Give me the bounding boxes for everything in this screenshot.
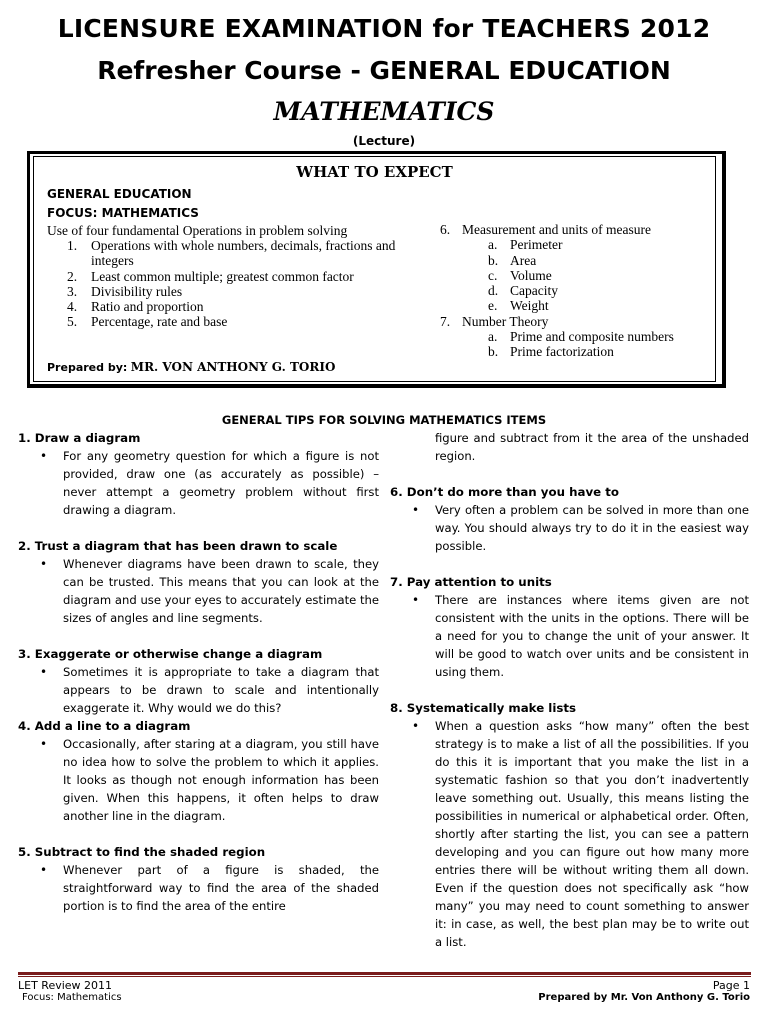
- prepared-by-label: Prepared by:: [47, 361, 128, 374]
- tips-title: GENERAL TIPS FOR SOLVING MATHEMATICS ITEMS: [221, 413, 547, 427]
- tip-bullet: • When a question asks “how many” often the best strategy is to make a list of all the possibilities. If you do this it is important that you make the list in a systematic fashion so that you don’t inadvertently leave something out. Usually, this means listing the possibilities in numerical or alphabetical order. Often, shortly after starting the list, you can see a pattern developing and you can figure out how many more entries there will be without writing them all down. Even if the question does not specifically ask “how many” you may need to count something to answer it: in case, as well, the best plan may be to write out a list.: [390, 717, 749, 951]
- list-subitem: a. Prime and composite numbers: [488, 329, 674, 345]
- list-subitem: e. Weight: [488, 298, 549, 314]
- list-subitem: a. Perimeter: [488, 237, 563, 253]
- general-education-heading: GENERAL EDUCATION: [47, 187, 192, 201]
- list-item: 1. Operations with whole numbers, decimals, fractions and integers: [67, 238, 396, 269]
- tip-heading: 1. Draw a diagram: [18, 431, 141, 445]
- prepared-by: [47, 360, 335, 374]
- tip-bullet: • For any geometry question for which a figure is not provided, draw one (as accurately as possible) – never attempt a geometry problem without first drawing a diagram.: [18, 447, 379, 519]
- tip-heading: 5. Subtract to find the shaded region: [18, 845, 266, 859]
- list-item: 2. Least common multiple; greatest common factor: [67, 268, 354, 284]
- expect-title: WHAT TO EXPECT: [296, 163, 453, 181]
- tip-heading: 6. Don’t do more than you have to: [390, 485, 620, 499]
- list-subitem: d. Capacity: [488, 283, 558, 299]
- tip-bullet: • There are instances where items given are not consistent with the units in the options. There will be a need for you to change the unit of your answer. It will be good to watch over units and be consistent in using them.: [390, 591, 749, 681]
- tips-right-column: [390, 429, 749, 951]
- list-item: 3. Divisibility rules: [67, 283, 183, 299]
- list-subitem: b. Area: [488, 252, 537, 268]
- tip-heading: 2. Trust a diagram that has been drawn to scale: [18, 539, 338, 553]
- lecture-label: (Lecture): [352, 134, 416, 148]
- operations-intro: Use of four fundamental Operations in problem solving: [47, 223, 348, 238]
- footer-author: Prepared by Mr. Von Anthony G. Torio: [538, 992, 750, 1003]
- list-item: 5. Percentage, rate and base: [67, 314, 228, 330]
- tip-bullet: • Very often a problem can be solved in more than one way. You should always try to do it in the easiest way possible.: [390, 501, 749, 555]
- tip-bullet: • Whenever diagrams have been drawn to scale, they can be trusted. This means that you can look at the diagram and use your eyes to accurately estimate the sizes of angles and line segments.: [18, 555, 379, 627]
- focus-heading: FOCUS: MATHEMATICS: [47, 206, 199, 220]
- tips-left-column: [18, 429, 379, 915]
- document-title: LICENSURE EXAMINATION for TEACHERS 2012: [57, 14, 711, 43]
- footer-focus-label: Focus: Mathematics: [22, 992, 122, 1003]
- tip-bullet: • Occasionally, after staring at a diagram, you still have no idea how to solve the problem to which it applies. It looks as though not enough information has been given. When this happens, it often helps to draw another line in the diagram.: [18, 735, 379, 825]
- list-subitem: c. Volume: [488, 267, 552, 283]
- list-item: 6. Measurement and units of measure: [440, 222, 651, 237]
- list-subitem: b. Prime factorization: [488, 344, 614, 360]
- tip-heading: 4. Add a line to a diagram: [18, 719, 191, 733]
- list-item: 4. Ratio and proportion: [67, 299, 204, 315]
- expect-right-list: [440, 222, 740, 360]
- expect-left-list: [47, 238, 397, 330]
- tip-bullet: • Whenever part of a figure is shaded, the straightforward way to find the area of the shaded portion is to find the area of the entire: [18, 861, 379, 915]
- tip-heading: 7. Pay attention to units: [390, 575, 552, 589]
- footer-rule-thin: [18, 976, 751, 977]
- subject-title: MATHEMATICS: [273, 97, 495, 126]
- tip-continuation: figure and subtract from it the area of the unshaded region.: [435, 431, 749, 463]
- prepared-by-name: MR. VON ANTHONY G. TORIO: [130, 360, 336, 374]
- page-number: Page 1: [712, 979, 750, 992]
- document-subtitle: Refresher Course - GENERAL EDUCATION: [97, 56, 671, 85]
- tip-heading: 3. Exaggerate or otherwise change a diagram: [18, 647, 323, 661]
- tip-bullet: • Sometimes it is appropriate to take a diagram that appears to be drawn to scale and intentionally exaggerate it. Why would we do this?: [18, 663, 379, 717]
- list-item: 7. Number Theory: [440, 313, 549, 329]
- tip-heading: 8. Systematically make lists: [390, 701, 577, 715]
- footer-review-label: LET Review 2011: [18, 979, 113, 992]
- footer-rule: [18, 972, 751, 975]
